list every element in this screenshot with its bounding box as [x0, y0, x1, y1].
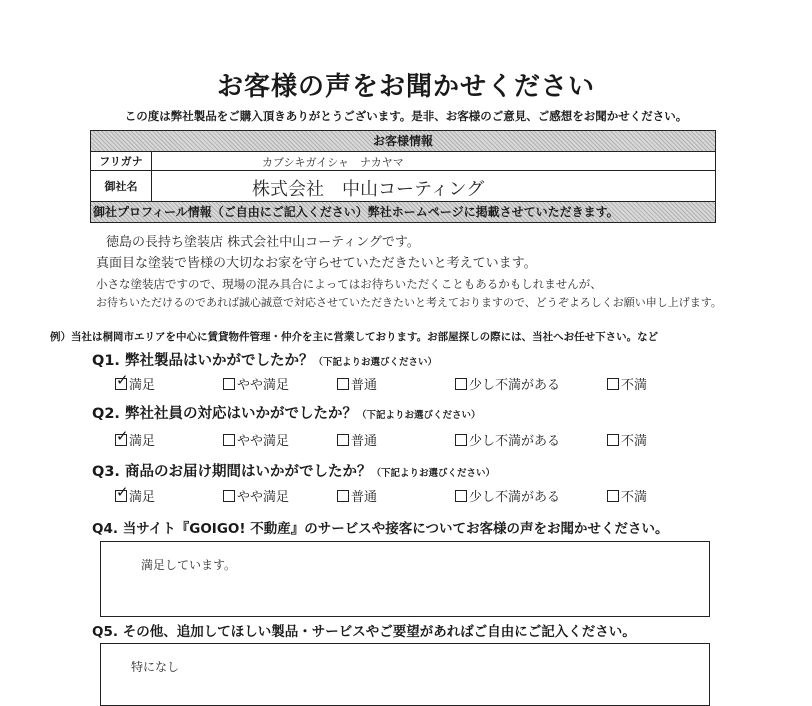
option-label: 満足: [129, 434, 156, 449]
option-dissatisfied[interactable]: [607, 486, 647, 505]
question-1-hint: （下記よりお選びください）: [313, 357, 437, 368]
checkbox[interactable]: [607, 490, 619, 502]
question-5-label: Q5. その他、追加してほしい製品・サービスやご要望があればご自由にご記入ください。: [92, 624, 636, 640]
check-mark-icon: ✓: [116, 482, 129, 501]
customer-info-heading: お客様情報: [91, 131, 715, 152]
question-3: [92, 460, 495, 481]
customer-info-table: [90, 130, 716, 223]
checkbox[interactable]: [115, 482, 129, 502]
option-satisfied[interactable]: [115, 482, 156, 505]
option-label: 少し不満がある: [469, 434, 561, 449]
option-dissatisfied[interactable]: [607, 374, 647, 393]
option-label: 満足: [129, 490, 156, 505]
question-2-label: Q2. 弊社社員の対応はいかがでしたか？: [92, 406, 357, 422]
option-label: やや満足: [237, 490, 290, 505]
company-value: 株式会社 中山コーティング: [252, 179, 485, 200]
check-mark-icon: ✓: [116, 370, 129, 389]
option-neutral[interactable]: [337, 430, 377, 449]
checkbox[interactable]: [607, 434, 619, 446]
question-1: [92, 349, 437, 370]
option-somewhat-dissatisfied[interactable]: [455, 486, 560, 505]
example-note: 例）当社は桐岡市エリアを中心に賃貸物件管理・仲介を主に営業しております。お部屋探しの際には、当社へお任せ下さい。など: [50, 331, 659, 343]
furigana-row: [91, 152, 715, 171]
question-4-label: Q4. 当サイト『GOIGO! 不動産』のサービスや接客についてお客様の声をお聞かせください。: [92, 521, 669, 537]
option-label: 不満: [621, 378, 648, 393]
checkbox[interactable]: [337, 490, 349, 502]
profile-line: 真面目な塗装で皆様の大切なお家を守らせていただきたいと考えています。: [96, 256, 537, 271]
question-4-answer-field[interactable]: [100, 541, 710, 617]
option-label: やや満足: [237, 434, 290, 449]
option-neutral[interactable]: [337, 374, 377, 393]
checkbox[interactable]: [455, 378, 467, 390]
option-label: 普通: [351, 434, 378, 449]
option-somewhat-satisfied[interactable]: [223, 374, 289, 393]
option-somewhat-satisfied[interactable]: [223, 430, 289, 449]
option-label: 少し不満がある: [469, 378, 561, 393]
checkbox[interactable]: [337, 378, 349, 390]
question-5-answer-field[interactable]: [100, 643, 710, 706]
question-2-hint: （下記よりお選びください）: [356, 410, 481, 421]
profile-line: 小さな塗装店ですので、現場の混み具合によってはお待ちいただくこともあるかもしれませんが、: [96, 277, 602, 291]
company-field[interactable]: [152, 171, 715, 201]
profile-line: 徳島の長持ち塗装店 株式会社中山コーティングです。: [106, 235, 420, 250]
furigana-field[interactable]: [152, 152, 715, 170]
check-mark-icon: ✓: [116, 426, 129, 445]
option-neutral[interactable]: [337, 486, 377, 505]
page-title: お客様の声をお聞かせください: [216, 72, 595, 102]
option-somewhat-dissatisfied[interactable]: [455, 374, 560, 393]
checkbox[interactable]: [337, 434, 349, 446]
option-label: やや満足: [237, 378, 290, 393]
checkbox[interactable]: [455, 434, 467, 446]
question-1-label: Q1. 弊社製品はいかがでしたか？: [92, 353, 314, 369]
option-somewhat-dissatisfied[interactable]: [455, 430, 560, 449]
option-label: 普通: [351, 490, 378, 505]
checkbox[interactable]: [455, 490, 467, 502]
profile-line: お待ちいただけるのであれば誠心誠意で対応させていただきたいと考えておりますので、どうぞよろしくお願い申し上げます。: [96, 296, 722, 309]
company-row: [91, 171, 715, 202]
option-label: 普通: [351, 378, 378, 393]
checkbox[interactable]: [115, 426, 129, 446]
option-somewhat-satisfied[interactable]: [223, 486, 289, 505]
option-label: 満足: [129, 378, 156, 393]
checkbox[interactable]: [223, 434, 235, 446]
profile-field[interactable]: [96, 232, 796, 313]
option-satisfied[interactable]: [115, 370, 156, 393]
page-subtitle: この度は弊社製品をご購入頂きありがとうございます。是非、お客様のご意見、ご感想をお聞かせください。: [124, 109, 688, 123]
question-5-answer: 特になし: [131, 660, 180, 674]
option-label: 不満: [621, 434, 648, 449]
furigana-label: フリガナ: [91, 152, 152, 170]
option-satisfied[interactable]: [115, 426, 156, 449]
option-label: 不満: [621, 490, 648, 505]
checkbox[interactable]: [223, 490, 235, 502]
checkbox[interactable]: [115, 370, 129, 390]
question-4-answer: 満足しています。: [141, 558, 237, 572]
checkbox[interactable]: [607, 378, 619, 390]
furigana-value: カブシキガイシャ ナカヤマ: [262, 156, 404, 169]
option-label: 少し不満がある: [469, 490, 561, 505]
option-dissatisfied[interactable]: [607, 430, 647, 449]
question-3-label: Q3. 商品のお届け期間はいかがでしたか？: [92, 464, 372, 480]
question-2: [92, 402, 481, 423]
question-3-hint: （下記よりお選びください）: [371, 468, 495, 479]
profile-heading: 御社プロフィール情報（ご自由にご記入ください）弊社ホームページに掲載させていただきます。: [91, 202, 715, 222]
company-label: 御社名: [91, 171, 152, 201]
checkbox[interactable]: [223, 378, 235, 390]
